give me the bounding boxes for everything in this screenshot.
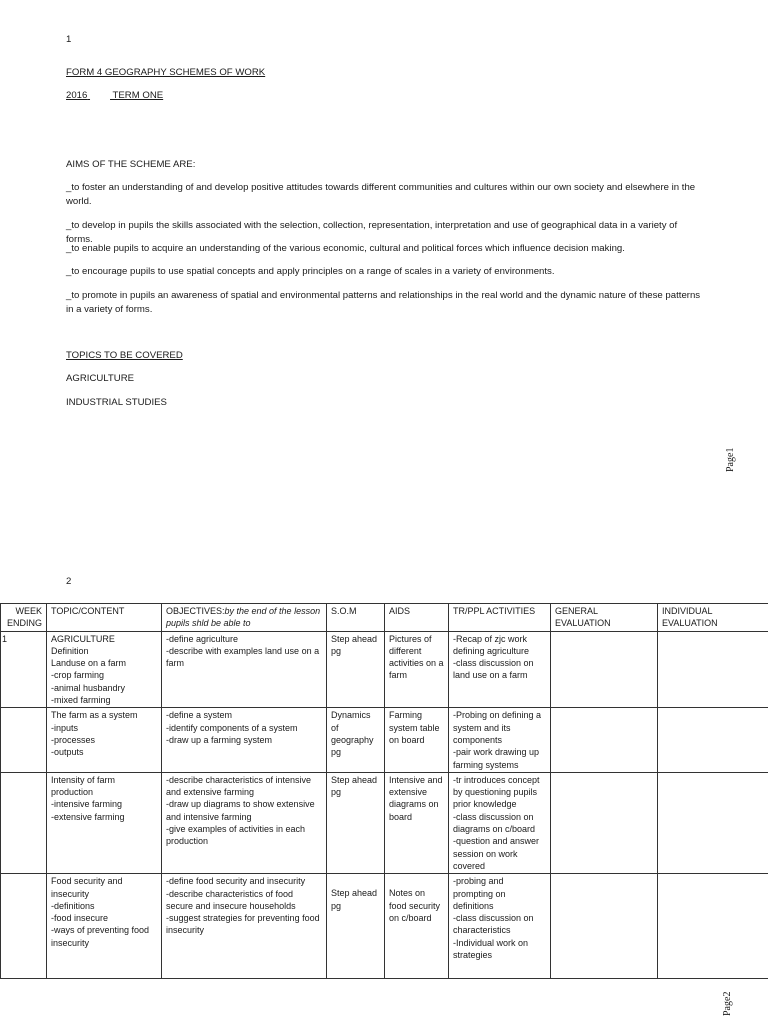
som-cell: Step ahead pg bbox=[327, 874, 385, 979]
page-side-label-2: Page2 bbox=[722, 991, 733, 1016]
objectives-cell: -define a system -identify components of a system -draw up a farming system bbox=[162, 708, 327, 772]
aim-item: _to encourage pupils to use spatial concepts and apply principles on a range of scales in a variety of environments. bbox=[66, 266, 555, 277]
header-som: S.O.M bbox=[327, 604, 385, 632]
som-cell: Step ahead pg bbox=[327, 772, 385, 873]
activities-cell: -Probing on defining a system and its components -pair work drawing up farming systems bbox=[449, 708, 551, 772]
header-week: WEEK ENDING bbox=[1, 604, 47, 632]
scheme-table bbox=[0, 603, 768, 979]
week-cell bbox=[1, 708, 47, 772]
aids-cell: Notes on food security on c/board bbox=[385, 874, 449, 979]
header-aids: AIDS bbox=[385, 604, 449, 632]
individual-eval-cell bbox=[658, 772, 768, 873]
aim-item: _to develop in pupils the skills associated with the selection, collection, representation, interpretation and use of geographical data in a variety of forms. bbox=[66, 220, 678, 245]
year: 2016 bbox=[66, 90, 88, 101]
table-row bbox=[1, 708, 768, 772]
header-individual-eval: INDIVIDUAL EVALUATION bbox=[658, 604, 768, 632]
general-eval-cell bbox=[551, 772, 658, 873]
activities-cell: -Recap of zjc work defining agriculture -class discussion on land use on a farm bbox=[449, 631, 551, 708]
page-side-label-1: Page1 bbox=[725, 447, 736, 472]
aim-item: _to promote in pupils an awareness of spatial and environmental patterns and relationships in the real world and the dynamic nature of these patterns in a variety of forms. bbox=[66, 290, 701, 315]
page-number-1: 1 bbox=[66, 34, 72, 45]
topic-cell: Food security and insecurity -definitions -food insecure -ways of preventing food insecurity bbox=[47, 874, 162, 979]
topic-cell: The farm as a system -inputs -processes -outputs bbox=[47, 708, 162, 772]
general-eval-cell bbox=[551, 631, 658, 708]
general-eval-cell bbox=[551, 874, 658, 979]
term: TERM ONE bbox=[112, 90, 164, 101]
week-cell bbox=[1, 772, 47, 873]
objectives-cell: -define food security and insecurity -describe characteristics of food secure and insecure households -suggest strategies for preventing food insecurity bbox=[162, 874, 327, 979]
topic-cell: AGRICULTURE Definition Landuse on a farm -crop farming -animal husbandry -mixed farming bbox=[47, 631, 162, 708]
aim-item: _to enable pupils to acquire an understanding of the various economic, cultural and political forces which influence decision making. bbox=[66, 243, 625, 254]
header-objectives: OBJECTIVES:by the end of the lesson pupils shld be able to bbox=[162, 604, 327, 632]
document-title: FORM 4 GEOGRAPHY SCHEMES OF WORK bbox=[66, 67, 266, 78]
aids-cell: Pictures of different activities on a farm bbox=[385, 631, 449, 708]
week-cell: 1 bbox=[1, 631, 47, 708]
aims-heading: AIMS OF THE SCHEME ARE: bbox=[66, 159, 196, 170]
individual-eval-cell bbox=[658, 631, 768, 708]
som-cell: Dynamics of geography pg bbox=[327, 708, 385, 772]
header-topic: TOPIC/CONTENT bbox=[47, 604, 162, 632]
activities-cell: -probing and prompting on definitions -class discussion on characteristics -Individual work on strategies bbox=[449, 874, 551, 979]
topic-item: INDUSTRIAL STUDIES bbox=[66, 397, 167, 408]
week-cell bbox=[1, 874, 47, 979]
header-activities: TR/PPL ACTIVITIES bbox=[449, 604, 551, 632]
general-eval-cell bbox=[551, 708, 658, 772]
header-general-eval: GENERAL EVALUATION bbox=[551, 604, 658, 632]
objectives-cell: -define agriculture -describe with examples land use on a farm bbox=[162, 631, 327, 708]
topic-item: AGRICULTURE bbox=[66, 373, 135, 384]
topic-cell: Intensity of farm production -intensive farming -extensive farming bbox=[47, 772, 162, 873]
table-row bbox=[1, 631, 768, 708]
aids-cell: Intensive and extensive diagrams on board bbox=[385, 772, 449, 873]
objectives-cell: -describe characteristics of intensive and extensive farming -draw up diagrams to show extensive and intensive farming -give examples of activities in each production bbox=[162, 772, 327, 873]
individual-eval-cell bbox=[658, 874, 768, 979]
som-cell: Step ahead pg bbox=[327, 631, 385, 708]
individual-eval-cell bbox=[658, 708, 768, 772]
table-header-row bbox=[1, 604, 768, 632]
page-number-2: 2 bbox=[66, 576, 72, 587]
term-line bbox=[66, 89, 163, 102]
activities-cell: -tr introduces concept by questioning pupils prior knowledge -class discussion on diagrams on c/board -question and answer session on work covered bbox=[449, 772, 551, 873]
aids-cell: Farming system table on board bbox=[385, 708, 449, 772]
aim-item: _to foster an understanding of and develop positive attitudes towards different communities and cultures within our own society and elsewhere in the world. bbox=[66, 182, 696, 207]
topics-heading: TOPICS TO BE COVERED bbox=[66, 350, 183, 361]
table-row bbox=[1, 772, 768, 873]
table-row bbox=[1, 874, 768, 979]
